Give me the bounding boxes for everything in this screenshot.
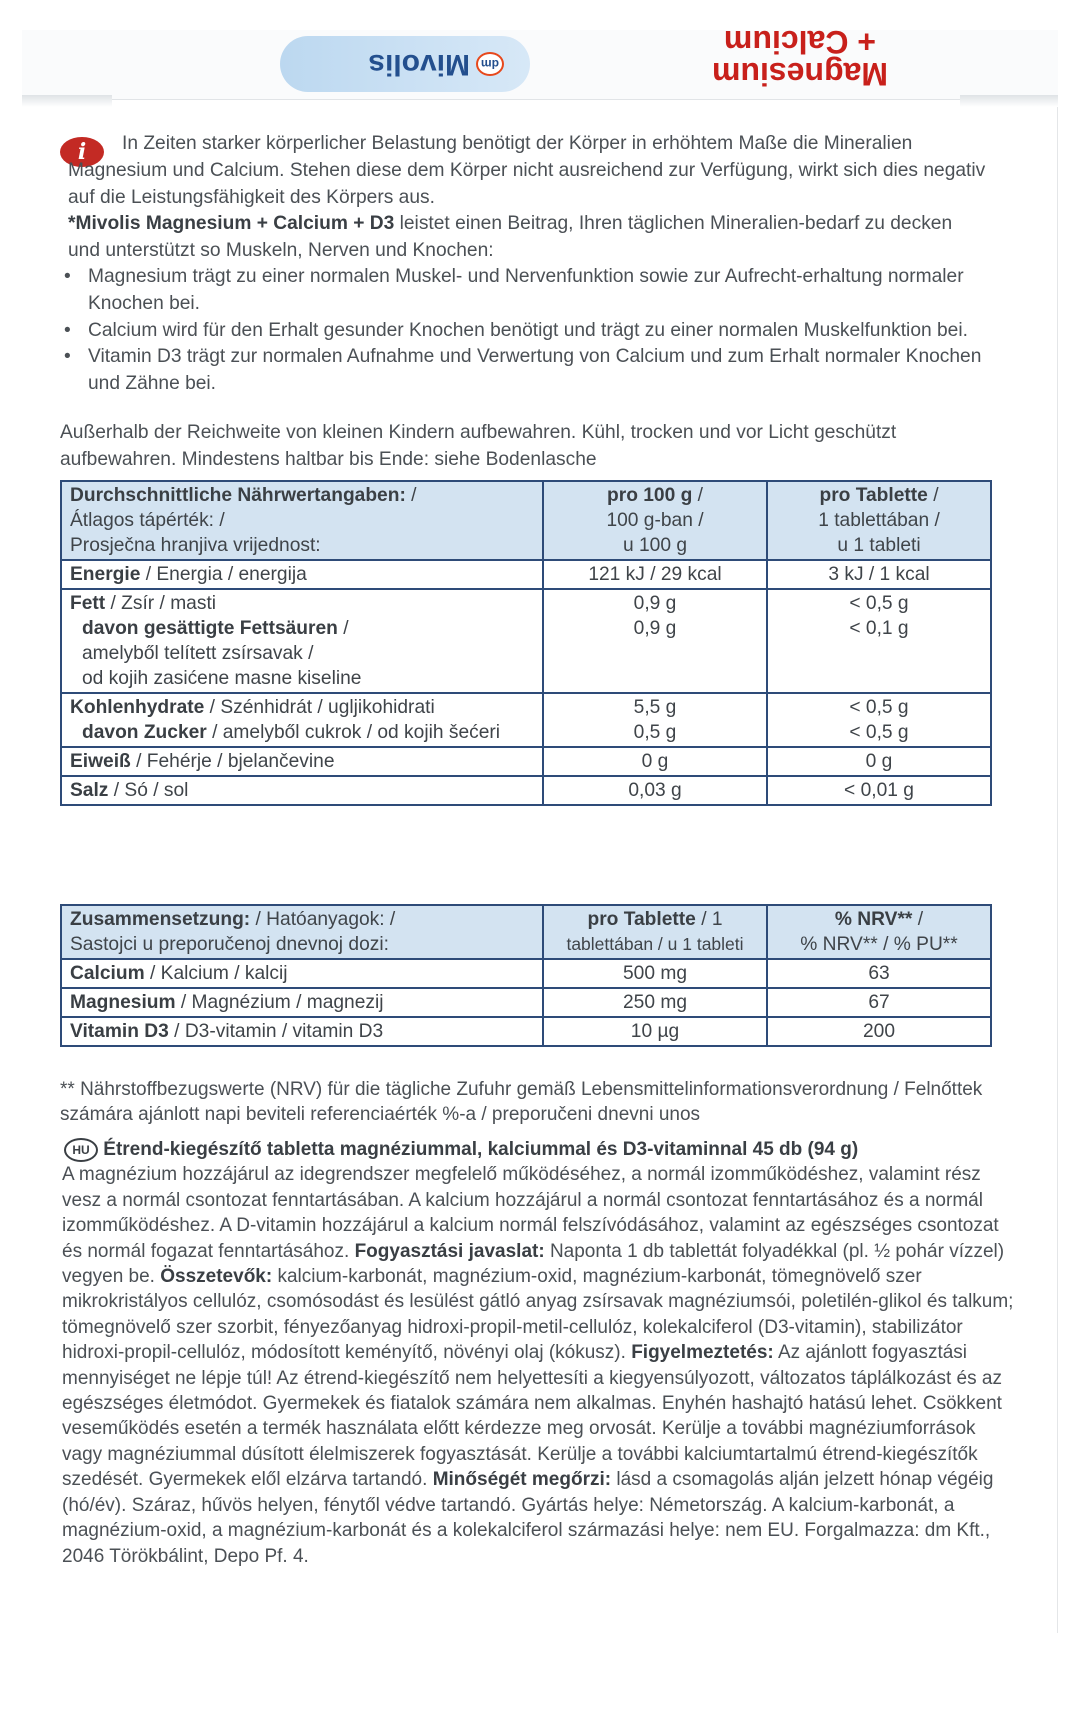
hu-label: Fogyasztási javaslat: [354,1240,545,1262]
ingredient-text: / D3-vitamin / vitamin D3 [168,1021,384,1042]
value-tablet [767,589,991,693]
ingredient-bold: Magnesium [70,992,176,1013]
nutrient-text: / Só / sol [108,780,189,801]
header-bold: pro 100 g [607,485,693,506]
table-row [61,560,991,589]
value-100g [543,589,767,693]
hu-paragraph: A magnézium hozzájárul az idegrendszer megfelelő működéséhez, a normál izomműködéshez, valamint rész vesz a normál csontozat fenntartásában. A kalcium hozzájárul a normál csontozat fenntartásához és a normál izomműködéshez. A D-vitamin hozzájárul a kalcium normál felszívódásához, valamint az egészséges csontozat és normál fogazat fenntartásához. [62,1164,999,1262]
header-text: Sastojci u preporučenoj dnevnoj dozi: [70,934,389,955]
ingredient-bold: Calcium [70,963,145,984]
nrv-percent: 63 [767,959,991,988]
nrv-footnote: ** Nährstoffbezugswerte (NRV) für die tägliche Zufuhr gemäß Lebensmittelinformationsverordnung / Felnőttek számára ajánlott napi beviteli referenciaérték %-a / preporučeni dnevni unos [60,1079,983,1125]
amount-per-tablet: 250 mg [543,988,767,1017]
header-text: / [927,485,939,506]
header-bold: Durchschnittliche Nährwertangaben: [70,485,406,506]
table-row [61,589,991,693]
composition-header-tablet [543,905,767,959]
flap-tab-right [960,95,1058,107]
product-title-line2: + Calcium [723,24,877,60]
hu-title [64,1137,1014,1162]
nutrient-bold: Fett [70,593,106,614]
intro-paragraph: In Zeiten starker körperlicher Belastung benötigt der Körper in erhöhtem Maße die Mineralien Magnesium und Calcium. Stehen diese dem Körper nicht ausreichend zur Verfügung, wirkt sich dies negativ auf die Leistungsfähigkeit des Körpers aus. [68,133,986,208]
composition-header-label [61,905,543,959]
header-bold: pro Tablette [819,485,928,506]
mivolis-logo [280,36,530,92]
table-row [61,776,991,805]
nutrition-header-tablet [767,481,991,560]
benefit-item: • Calcium wird für den Erhalt gesunder Knochen benötigt und trägt zu einer normalen Muskelfunktion bei. [60,318,990,345]
ingredient-text: / Magnézium / magnezij [175,992,384,1013]
value-100g: 121 kJ / 29 kcal [543,560,767,589]
table-row [61,747,991,776]
product-title [630,26,970,90]
benefit-list [60,264,990,398]
nutrient-text: / [337,618,349,639]
composition-header-nrv [767,905,991,959]
value: 0,5 g [633,722,677,743]
product-title-line1: Magnesium [711,56,889,92]
ingredient-text: / Kalcium / kalcij [144,963,288,984]
hu-label: Összetevők: [160,1266,273,1288]
nutrient-label [61,747,543,776]
table-header-row [61,905,991,959]
header-text: Átlagos tápérték: / [70,510,225,531]
hu-text: Az ajánlott fogyasztási mennyiséget ne lépje túl! Az étrend-kiegészítő nem helyettesíti a kiegyensúlyozott, változatos táplálkozást és az egészséges életmódot. Gyermekek és fiatalok számára nem alkalmas. Enyhén hashajtó hatású lehet. Csökkent veseműködés esetén a termék használata előtt kérdezze meg orvosát. Kerülje a további magnéziumforrások vagy magnéziummal dúsított élelmiszerek fogyasztását. Kerülje a további kalciumtartalmú étrend-kiegészítők szedését. Gyermekek elől elzárva tartandó. [62,1342,1002,1491]
brand-name: Mivolis [368,48,470,81]
intro-claim [68,211,988,265]
storage-note: Außerhalb der Reichweite von kleinen Kindern aufbewahren. Kühl, trocken und vor Licht geschützt aufbewahren. Mindestens haltbar bis Ende: siehe Bodenlasche [60,422,897,470]
value-tablet: 3 kJ / 1 kcal [767,560,991,589]
value: 0,9 g [633,618,677,639]
header-text: / Hatóanyagok: / [250,909,396,930]
value-100g: 0,03 g [543,776,767,805]
nutrient-label [61,693,543,747]
nutrient-bold: Kohlenhydrate [70,697,205,718]
nutrient-text: / Energia / energija [140,564,307,585]
benefit-item: • Vitamin D3 trägt zur normalen Aufnahme und Verwertung von Calcium und zum Erhalt normaler Knochen und Zähne bei. [60,344,990,398]
hu-text: lásd a csomagolás alján jelzett hónap végéig (hó/év). Száraz, hűvös helyen, fénytől védve tartandó. Gyártás helye: Németország. A kalcium-karbonát, a magnézium-oxid, a magnézium-karbonát és a kolekalciferol származási helye: nem EU. Forgalmazza: dm Kft., 2046 Törökbálint, Depo Pf. 4. [62,1469,994,1567]
header-text: Prosječna hranjiva vrijednost: [70,535,321,556]
nutrient-label [61,560,543,589]
benefit-item: • Magnesium trägt zu einer normalen Muskel- und Nervenfunktion sowie zur Aufrecht-erhaltung normaler Knochen bei. [60,264,990,318]
header-bold: % NRV** [834,909,913,930]
value-tablet: < 0,01 g [767,776,991,805]
value-tablet [767,693,991,747]
value-tablet: 0 g [767,747,991,776]
header-text: u 1 tableti [837,535,921,556]
header-text: % NRV** / % PU** [800,934,958,955]
ingredient-label [61,959,543,988]
nutrient-text: amelyből telített zsírsavak / [82,643,314,664]
nutrient-text: / Zsír / masti [105,593,217,614]
nrv-percent: 67 [767,988,991,1017]
flap-tab-left [22,95,112,107]
value-100g: 0 g [543,747,767,776]
header-text: / [692,485,703,506]
product-name-bold: *Mivolis Magnesium + Calcium + D3 [68,213,395,234]
table-row [61,1017,991,1046]
nutrient-text: od kojih zasićene masne kiseline [82,668,362,689]
hu-language-icon: HU [64,1138,98,1162]
hu-title-text: Étrend-kiegészítő tabletta magnéziummal, kalciummal és D3-vitaminnal 45 db (94 g) [103,1139,859,1160]
nutrient-label [61,776,543,805]
nutrient-bold: Salz [70,780,109,801]
hu-body [62,1162,1014,1569]
table-header-row [61,481,991,560]
header-bold: Zusammensetzung: [70,909,251,930]
header-bold: pro Tablette [587,909,696,930]
header-text: 100 g-ban / [606,510,704,531]
amount-per-tablet: 10 µg [543,1017,767,1046]
dm-logo-icon: dm [476,52,504,76]
amount-per-tablet: 500 mg [543,959,767,988]
nutrition-header-label [61,481,543,560]
nutrient-text: / amelyből cukrok / od kojih šećeri [206,722,501,743]
composition-table [60,904,992,1047]
nutrient-text: / Fehérje / bjelančevine [130,751,335,772]
header-text: / 1 [695,909,723,930]
nutrition-table [60,480,992,806]
nutrient-bold: Energie [70,564,141,585]
table-row [61,988,991,1017]
value: 5,5 g [633,697,677,718]
header-text: / [912,909,924,930]
value: < 0,5 g [849,593,909,614]
ingredient-label [61,1017,543,1046]
hungarian-section [64,1137,1014,1569]
nutrient-bold: Eiweiß [70,751,131,772]
intro-claim-text: leistet einen Beitrag, Ihren täglichen Mineralien-bedarf zu decken und unterstützt so Muskeln, Nerven und Knochen: [68,213,953,261]
hu-label: Figyelmeztetés: [631,1342,774,1364]
header-text: tablettában / u 1 tableti [566,934,744,954]
hu-text: Naponta 1 db tablettát folyadékkal (pl. ½ pohár vízzel) vegyen be. [62,1240,1005,1288]
value-100g [543,693,767,747]
nutrient-text: / Szénhidrát / ugljikohidrati [204,697,435,718]
value: < 0,1 g [849,618,909,639]
header-text: / [405,485,417,506]
nutrient-label [61,589,543,693]
header-text: u 100 g [622,535,688,556]
header-text: 1 tablettában / [818,510,940,531]
value: < 0,5 g [849,722,909,743]
info-icon: i [60,137,104,167]
value: < 0,5 g [849,697,909,718]
table-row [61,959,991,988]
hu-label: Minőségét megőrzi: [432,1469,612,1491]
ingredient-label [61,988,543,1017]
nutrient-bold: davon Zucker [82,722,207,743]
ingredient-bold: Vitamin D3 [70,1021,169,1042]
nrv-percent: 200 [767,1017,991,1046]
table-row [61,693,991,747]
nutrition-header-100g [543,481,767,560]
hu-text: kalcium-karbonát, magnézium-oxid, magnézium-karbonát, tömegnövelő szer mikrokristályos cellulóz, csomósodást és lesülést gátló anyag zsírsavak magnéziumsói, poletilén-glikol és talkum; tömegnövelő szer szorbit, fényezőanyag hidroxi-propil-metil-cellulóz, kolekalciferol (D3-vitamin), stabilizátor hidroxi-propil-cellulóz, módosított keményítő, növényi olaj (kókusz). [62,1266,1014,1364]
nutrient-bold: davon gesättigte Fettsäuren [82,618,338,639]
flap-branding [280,22,970,94]
value: 0,9 g [633,593,677,614]
